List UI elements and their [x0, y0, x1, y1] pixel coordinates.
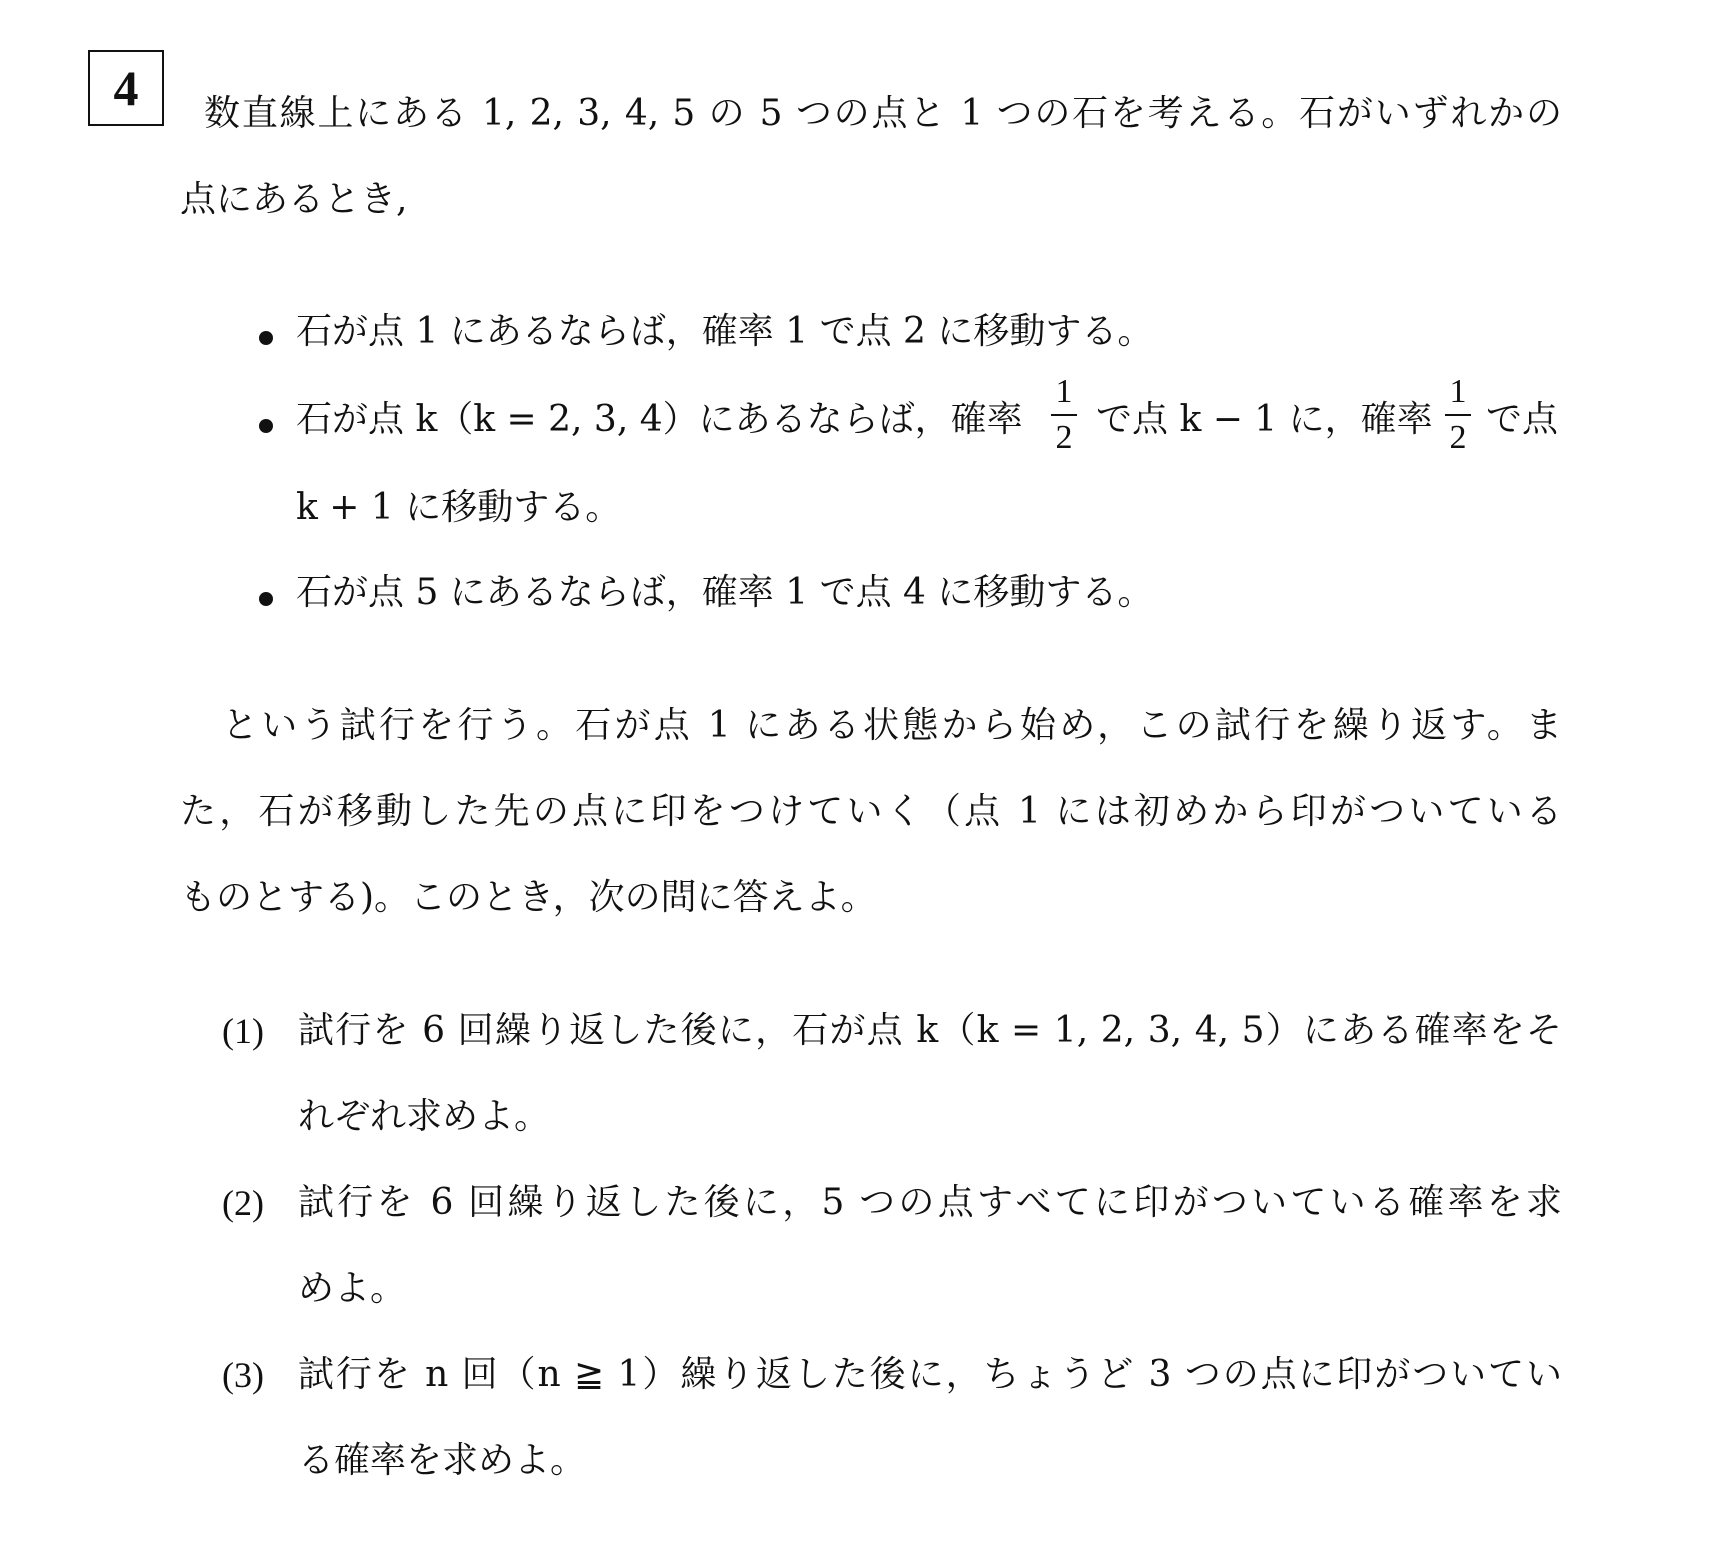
fraction-denominator: 2 — [1449, 419, 1467, 456]
body-line-1: という試行を行う。石が点 1 にある状態から始め，この試行を繰り返す。ま — [222, 705, 1562, 746]
fraction-denominator: 2 — [1055, 419, 1073, 456]
problem-number-box — [88, 50, 164, 126]
bullet-dot — [259, 331, 273, 345]
question-2-line-2: めよ。 — [298, 1268, 407, 1309]
fraction-one-half — [1049, 370, 1079, 460]
question-2-label: (2) — [222, 1183, 264, 1223]
question-1-label: (1) — [222, 1011, 264, 1051]
rule-1-text: 石が点 1 にあるならば，確率 1 で点 2 に移動する。 — [296, 311, 1154, 352]
question-3-label: (3) — [222, 1355, 264, 1395]
rule-2-text-part-2: で点 k − 1 に，確率 — [1096, 399, 1433, 440]
fraction-one-half — [1443, 370, 1473, 460]
fraction-numerator: 1 — [1449, 373, 1467, 410]
rule-2-text-line-2: k + 1 に移動する。 — [296, 487, 622, 528]
body-line-2: た，石が移動した先の点に印をつけていく（点 1 には初めから印がついている — [180, 791, 1562, 832]
problem-number: 4 — [113, 60, 139, 116]
question-1-line-1: 試行を 6 回繰り返した後に，石が点 k（k = 1, 2, 3, 4, 5）にある確率をそ — [298, 1010, 1562, 1051]
fraction-numerator: 1 — [1055, 373, 1073, 410]
rule-2-text-part-3: で点 — [1486, 399, 1559, 440]
question-1-line-2: れぞれ求めよ。 — [298, 1096, 551, 1137]
question-2-line-1: 試行を 6 回繰り返した後に，5 つの点すべてに印がついている確率を求 — [298, 1182, 1562, 1223]
rule-3-text: 石が点 5 にあるならば，確率 1 で点 4 に移動する。 — [296, 572, 1154, 613]
rule-2-text-part-1: 石が点 k（k = 2, 3, 4）にあるならば，確率 — [296, 399, 1023, 440]
body-line-3: ものとする)。このとき，次の問に答えよ。 — [180, 877, 877, 918]
intro-line-1: 数直線上にある 1, 2, 3, 4, 5 の 5 つの点と 1 つの石を考える。石がいずれかの — [204, 93, 1562, 134]
bullet-dot — [259, 419, 273, 433]
question-3-line-2: る確率を求めよ。 — [298, 1440, 587, 1481]
intro-line-2: 点にあるとき, — [180, 179, 408, 220]
question-3-line-1: 試行を n 回（n ≧ 1）繰り返した後に，ちょうど 3 つの点に印がついてい — [298, 1354, 1562, 1395]
bullet-dot — [259, 592, 273, 606]
